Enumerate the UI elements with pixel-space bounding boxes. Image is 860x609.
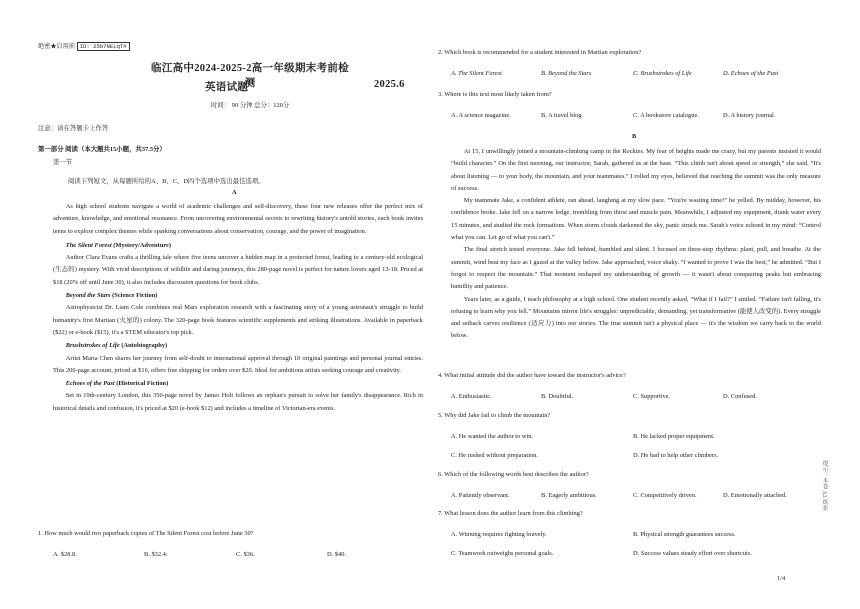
passage-a-label: A [232,189,237,196]
exam-title: 临江高中2024-2025-2高一年级期末考前检测 [151,63,349,89]
book-description: Set in 19th-century London, this 350-page novel by James Holt follows an orphan's pursuit to solve her family's disappearance. Rich in historical details and confusion, it's priced at $20 (e-book $12) and includes a timeline of Victorian-era events. [53,392,423,412]
q5-option-b[interactable]: B. He lacked proper equipment. [633,433,715,440]
q4-option-a[interactable]: A. Enthusiastic. [451,393,492,400]
book-genre: (Mystery/Adventure) [111,241,171,249]
passage-b [451,146,821,343]
q1-option-b[interactable]: B. $32.4. [144,551,168,558]
q7-option-d[interactable]: D. Success values steady effort over shortcuts. [633,550,752,557]
book-heading [53,378,423,390]
q1-option-c[interactable]: C. $36. [236,551,255,558]
notice: 注意：请在答题卡上作答 [38,125,109,132]
q7-option-c[interactable]: C. Teamwork outweighs personal goals. [451,550,554,557]
question-5: 5. Why did Jake fail to climb the mountain? [438,412,551,419]
exam-date: 2025.6 [374,79,405,90]
q4-option-d[interactable]: D. Confused. [723,393,757,400]
q5-option-d[interactable]: D. He had to help other climbers. [633,452,719,459]
exam-header-top [38,41,130,51]
book-description: Artist Maria Chen shares her journey from self-doubt to international approval through 10 original paintings and personal journal entries. This 200-page account, priced at $16, offers free shipping for orders over $20. Ideal for ambitious artists seeking courage and creativity. [53,354,423,374]
passage-a-intro: As high school students navigate a world of academic challenges and self-discovery, these four new releases offer the perfect mix of adventure, knowledge, and emotional resonance. From uncovering environmental secrets to rewriting history's untold stories, each book invites teens to explore complex themes while sparking conversations about conservation, courage, and the power of imagination. [53,203,423,235]
q3-option-d[interactable]: D. A history journal. [723,112,776,119]
q6-option-c[interactable]: C. Competitively driven. [633,492,697,499]
question-1: 1. How much would two paperback copies of The Silent Forest cost before June 30? [38,530,254,537]
question-6: 6. Which of the following words best describes the author? [438,471,589,478]
q7-option-b[interactable]: B. Physical strength guarantees success. [633,531,736,538]
page-number: 1/4 [777,575,786,582]
question-3: 3. Where is this text most likely taken from? [438,91,552,98]
passage-b-paragraph: The final stretch tested everyone. Jake fell behind, humbled and silent. I focused on three-step rhythms: plant, pull, and breathe. At the summit, wind beat my face as I gazed at the valley below. Jake approached, voice shaky. “I wanted to prove I was the best,” he admitted. “But I forgot to respect the mountain.” That moment reshaped my understanding of growth — it wasn't about conquering peaks but embracing humility and patience. [451,246,821,291]
passage-b-paragraph: At 15, I unwillingly joined a mountain-climbing camp in the Rockies. My fear of heights made me crazy, but my parents insisted it would “build character.” On the first morning, our instructor, Sarah, gathered us at the base. “This climb isn't about speed or strength,” she said. “It's about listening — to your body, the mountain, and your teammates.” I rolled my eyes, believed that reaching the summit was the only measure of success. [451,148,821,192]
q4-option-b[interactable]: B. Doubtful. [541,393,574,400]
passage-a [53,201,423,415]
time-score: 时间： 90 分钟 总分：120分 [211,102,290,109]
q2-option-c[interactable]: C. Brushstrokes of Life [633,70,692,77]
question-4: 4. What initial attitude did the author have toward the instructor's advice? [438,372,626,379]
book-title: Echoes of the Past [65,380,115,388]
q2-option-b[interactable]: B. Beyond the Stars [541,70,592,77]
book-title: Beyond the Stars [65,292,111,300]
book-genre: (Science Fiction) [110,292,158,300]
book-genre: (Autobiography) [119,342,168,350]
book-description: Author Clara Evans crafts a thrilling tale where five teens uncover a hidden map in a protected forest, leading to a century-old ecological (生态的) mystery. With vivid descriptions of wildlife and daring journeys, this 280-page novel is perfect for nature lovers aged 13-18. Priced at $18 (20% off until June 30), it also includes discussion questions for book clubs. [53,254,423,286]
q1-option-d[interactable]: D. $40. [327,551,346,558]
q3-option-b[interactable]: B. A travel blog. [541,112,584,119]
doc-id: ID: 25b7NELqT# [77,42,130,51]
book-genre: (Historical Fiction) [114,380,169,388]
exam-subject: 英语试题 [205,82,249,93]
part1-title: 第一部分 阅读（本大题共15小题，共37.5分） [38,146,166,153]
secret-label: 绝密★启用前 [38,43,76,50]
q2-option-a[interactable]: A. The Silent Forest [451,70,502,77]
book-heading [53,290,423,302]
q7-option-a[interactable]: A. Winning requires fighting bravely. [451,531,547,538]
part1-instruction: 阅读下列短文，从每题所给的A、B、C、D四个选项中选出最佳选项。 [68,178,265,185]
side-note: 提示：本卷 A3 纸张 [821,460,827,511]
part1-section: 第一节 [53,159,73,166]
book-heading [53,240,423,252]
q2-option-d[interactable]: D. Echoes of the Past [723,70,779,77]
q6-option-a[interactable]: A. Patiently observant. [451,492,510,499]
q3-option-c[interactable]: C. A bookstore catalogue. [633,112,699,119]
book-heading [53,340,423,352]
question-7: 7. What lesson does the author learn from this climbing? [438,510,583,517]
q1-option-a[interactable]: A. $28.8. [53,551,77,558]
q4-option-c[interactable]: C. Supportive. [633,393,671,400]
book-title: The Silent Forest [65,241,112,249]
question-2: 2. Which book is recommended for a student interested in Martian exploration? [438,49,642,56]
book-title: Brushstrokes of Life [65,342,120,350]
q5-option-a[interactable]: A. He wanted the author to win. [451,433,533,440]
q3-option-a[interactable]: A. A science magazine. [451,112,511,119]
q6-option-d[interactable]: D. Emotionally attached. [723,492,787,499]
q6-option-b[interactable]: B. Eagerly ambitious. [541,492,597,499]
passage-b-label: B [632,133,637,140]
passage-b-paragraph: Years later, as a guide, I teach philosophy at a high school. One student recently asked, “What if I fail?” I smiled. “Failure isn't falling, it's refusing to learn why you fell.” Mountains mirror life's struggles: unpredictable, demanding, yet transformative (能使人改变的). Every struggle and setback carves resilience (适应力) into our stories. The true summit isn't a physical place — it's the wisdom we carry back to the world below. [451,295,821,340]
passage-b-paragraph: My teammate Jake, a confident athlete, ran ahead, laughing at my slow pace. “You're wasting time!” he yelled. By midday, however, his confidence broke. Jake fell on a narrow ledge, trembling from thirst and muscle pain. Meanwhile, I adjusted my equipment, drank water every 15 minutes, and studied the rock formations. When storm clouds darkened the sky, panic struck me. Sarah's voice echoed in my mind: “Control what you can. Let go of what you can't.” [451,197,821,242]
q5-option-c[interactable]: C. He rushed without preparation. [451,452,538,459]
book-description: Astrophysicist Dr. Liam Cole combines real Mars exploration research with a fascinating story of a young astronaut's struggle to build humanity's first Martian (火星的) colony. The 320-page book features scientific supplements and striking illustrations. Available in paperback ($22) or e-book ($15), it's a STEM educator's top pick. [53,304,423,336]
